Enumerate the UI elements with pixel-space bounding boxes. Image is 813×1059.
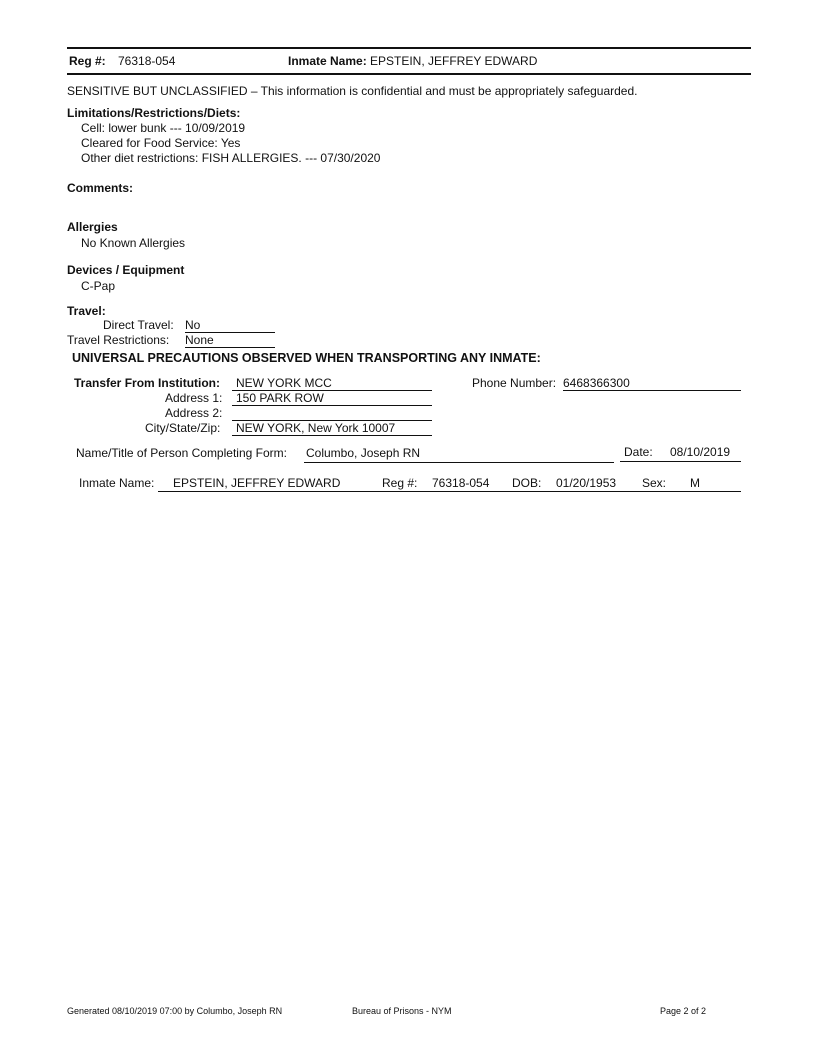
transfer-institution-value: NEW YORK MCC	[232, 376, 432, 391]
summary-dob-value: 01/20/1953	[556, 476, 617, 490]
direct-travel-value: No	[185, 318, 275, 333]
header-top-rule	[67, 47, 751, 49]
devices-heading: Devices / Equipment	[67, 263, 185, 277]
summary-name-label: Inmate Name:	[79, 476, 155, 490]
comments-heading: Comments:	[67, 181, 134, 195]
city-state-zip-label: City/State/Zip:	[145, 421, 221, 435]
travel-heading: Travel:	[67, 304, 106, 318]
phone-number-value: 6468366300	[563, 376, 741, 391]
limitation-item: Cleared for Food Service: Yes	[81, 136, 241, 150]
header-inmate-value: EPSTEIN, JEFFREY EDWARD	[370, 54, 538, 68]
summary-dob-label: DOB:	[512, 476, 542, 490]
address1-label: Address 1:	[165, 391, 223, 405]
header-reg-value: 76318-054	[118, 54, 176, 68]
limitation-item: Other diet restrictions: FISH ALLERGIES. --- 07/30/2020	[81, 151, 381, 165]
address2-label: Address 2:	[165, 406, 223, 420]
travel-restrictions-value: None	[185, 333, 275, 348]
travel-restrictions-label: Travel Restrictions:	[67, 333, 170, 347]
completed-by-value: Columbo, Joseph RN	[306, 446, 421, 460]
date-value: 08/10/2019	[670, 445, 731, 459]
limitation-item: Cell: lower bunk --- 10/09/2019	[81, 121, 246, 135]
devices-value: C-Pap	[81, 279, 116, 293]
footer-page: Page 2 of 2	[660, 1006, 707, 1016]
precautions-heading: UNIVERSAL PRECAUTIONS OBSERVED WHEN TRANSPORTING ANY INMATE:	[72, 351, 541, 365]
completed-by-underline	[304, 462, 614, 463]
summary-underline	[158, 491, 741, 492]
summary-reg-value: 76318-054	[432, 476, 490, 490]
summary-sex-label: Sex:	[642, 476, 667, 490]
summary-name-value: EPSTEIN, JEFFREY EDWARD	[173, 476, 341, 490]
limitations-heading: Limitations/Restrictions/Diets:	[67, 106, 241, 120]
summary-reg-label: Reg #:	[382, 476, 418, 490]
header-reg-label: Reg #:	[69, 54, 106, 68]
header-inmate-label: Inmate Name:	[288, 54, 367, 68]
transfer-institution-label: Transfer From Institution:	[74, 376, 221, 390]
summary-sex-value: M	[690, 476, 700, 490]
direct-travel-label: Direct Travel:	[103, 318, 174, 332]
allergies-heading: Allergies	[67, 220, 118, 234]
allergies-value: No Known Allergies	[81, 236, 186, 250]
address1-value: 150 PARK ROW	[232, 391, 432, 406]
header-bottom-rule	[67, 73, 751, 75]
confidentiality-notice: SENSITIVE BUT UNCLASSIFIED – This information is confidential and must be appropriately safeguarded.	[67, 84, 638, 98]
footer-generated: Generated 08/10/2019 07:00 by Columbo, Joseph RN	[67, 1006, 283, 1016]
city-state-zip-value: NEW YORK, New York 10007	[232, 421, 432, 436]
phone-number-label: Phone Number:	[472, 376, 557, 390]
completed-by-label: Name/Title of Person Completing Form:	[76, 446, 287, 460]
date-underline	[620, 461, 741, 462]
date-label: Date:	[624, 445, 653, 459]
address2-value	[232, 406, 432, 421]
footer-bureau: Bureau of Prisons - NYM	[352, 1006, 452, 1016]
